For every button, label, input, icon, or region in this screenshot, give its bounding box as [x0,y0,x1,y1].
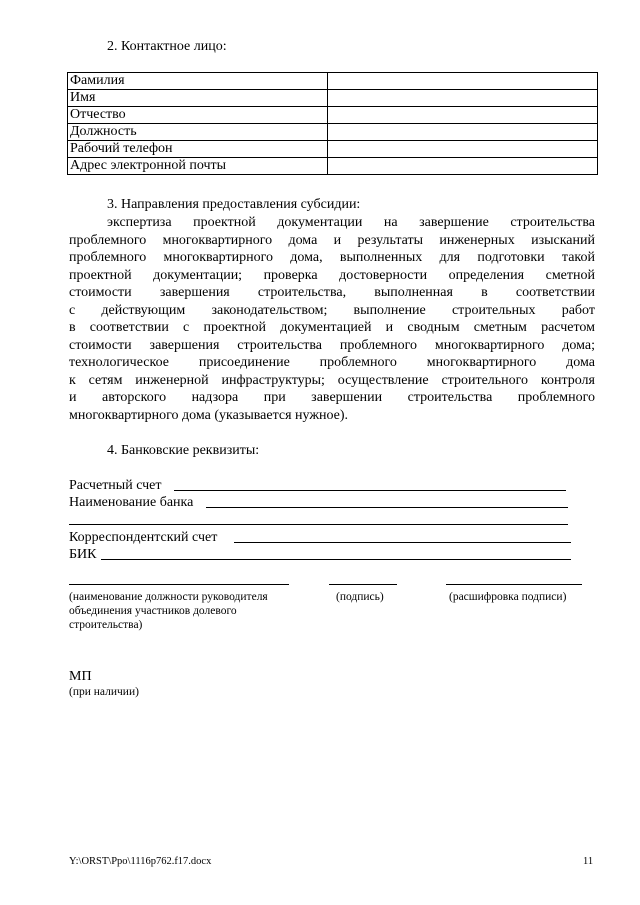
contact-value-surname[interactable] [328,73,598,90]
stamp-label: МП [69,669,92,684]
paragraph-line: технологическое присоединение проблемного многоквартирного дома [69,355,595,370]
contact-label-surname: Фамилия [68,73,328,90]
table-row [68,107,598,124]
contact-value-name[interactable] [328,90,598,107]
position-caption [69,590,268,632]
contact-value-position[interactable] [328,124,598,141]
signature-caption: (подпись) [336,591,384,603]
footer-file-path: Y:\ORST\Ppo\1116p762.f17.docx [69,856,212,867]
corr-account-line[interactable] [234,542,571,543]
paragraph-line: и авторского надзора при завершении строительства проблемного [69,390,595,405]
table-row [68,73,598,90]
subsidy-directions-text [69,214,595,424]
section-2-heading: 2. Контактное лицо: [107,39,227,54]
paragraph-line: к сетям инженерной инфраструктуры; осуществление строительного контроля [69,372,595,388]
contact-value-email[interactable] [328,158,598,175]
paragraph-line: многоквартирного дома (указывается нужное). [69,407,349,423]
paragraph-line: проблемного многоквартирного дома и результаты инженерных изысканий [69,232,595,248]
contact-label-name: Имя [68,90,328,107]
bik-line[interactable] [101,559,571,560]
paragraph-line: проблемного многоквартирного дома, выполненных для подготовки такой [69,250,595,265]
contact-value-phone[interactable] [328,141,598,158]
paragraph-line: стоимости завершения строительства, выполненная в соответствии [69,285,595,300]
paragraph-line: в соответствии с проектной документацией и сводным сметным расчетом [69,320,595,335]
account-line[interactable] [174,490,566,491]
contact-label-patronymic: Отчество [68,107,328,124]
contact-value-patronymic[interactable] [328,107,598,124]
paragraph-line: экспертиза проектной документации на завершение строительства [107,215,595,230]
contact-label-position: Должность [68,124,328,141]
bank-name-line[interactable] [206,507,568,508]
contact-table [67,72,598,175]
table-row [68,124,598,141]
table-row [68,90,598,107]
contact-label-phone: Рабочий телефон [68,141,328,158]
account-label: Расчетный счет [69,478,162,493]
corr-account-label: Корреспондентский счет [69,530,218,545]
bik-label: БИК [69,547,97,562]
decode-signature-line[interactable] [446,584,582,585]
bank-name-label: Наименование банка [69,495,194,510]
table-row [68,158,598,175]
paragraph-line: с действующим законодательством; выполнение строительных работ [69,302,595,318]
contact-label-email: Адрес электронной почты [68,158,328,175]
paragraph-line: стоимости завершения строительства проблемного многоквартирного дома; [69,337,595,353]
position-signature-line[interactable] [69,584,289,585]
position-caption-line: строительства) [69,619,143,631]
position-caption-line: объединения участников долевого [69,605,237,617]
section-4-heading: 4. Банковские реквизиты: [107,443,260,458]
paragraph-line: проектной документации; проверка достоверности определения сметной [69,267,595,283]
signature-line[interactable] [329,584,397,585]
stamp-note: (при наличии) [69,686,139,698]
position-caption-line: (наименование должности руководителя [69,591,268,603]
decode-caption: (расшифровка подписи) [449,591,567,603]
page-number: 11 [583,856,594,867]
bank-name-line-2[interactable] [69,524,568,525]
section-3-heading: 3. Направления предоставления субсидии: [107,197,361,212]
table-row [68,141,598,158]
